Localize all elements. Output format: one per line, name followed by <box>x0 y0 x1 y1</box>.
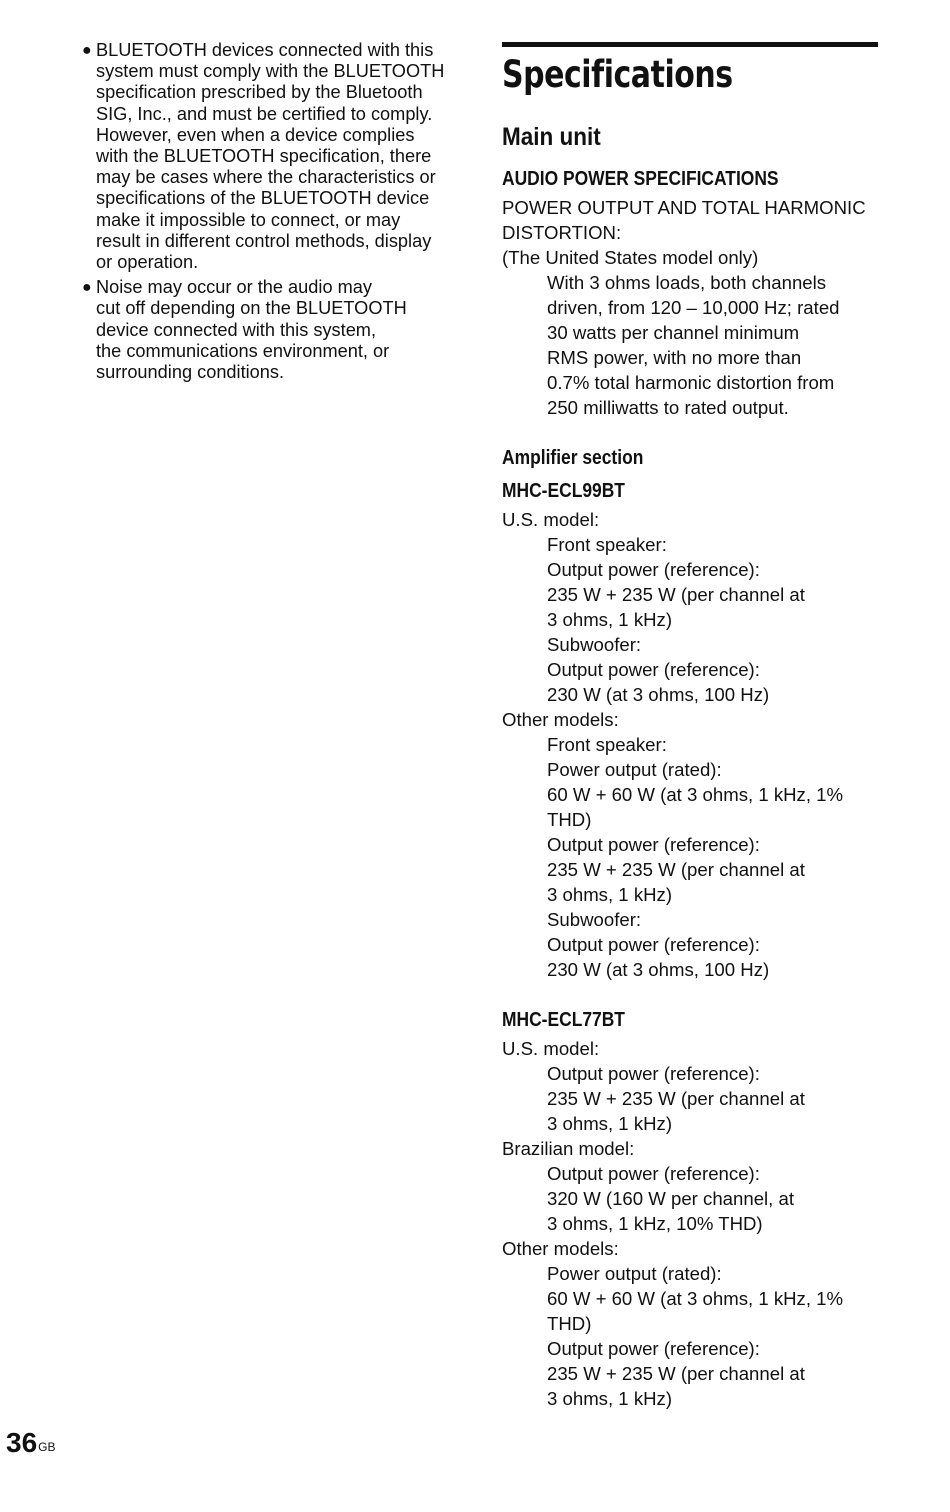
spec-line: Subwoofer: <box>547 909 642 930</box>
section-title: Main unit <box>502 123 601 151</box>
spec-line: Brazilian model: <box>502 1138 635 1159</box>
spec-line: 60 W + 60 W (at 3 ohms, 1 kHz, 1% <box>547 1288 844 1309</box>
bullet-text-line: BLUETOOTH devices connected with this <box>96 40 434 60</box>
spec-line: 3 ohms, 1 kHz) <box>547 1388 673 1409</box>
page-number-suffix: GB <box>38 1440 56 1454</box>
spec-line: THD) <box>547 1313 592 1334</box>
bullet-icon: ● <box>82 42 92 59</box>
spec-line: Front speaker: <box>547 734 667 755</box>
spec-line: driven, from 120 – 10,000 Hz; rated <box>547 297 840 318</box>
spec-line: 235 W + 235 W (per channel at <box>547 1088 805 1109</box>
audio-heading: AUDIO POWER SPECIFICATIONS <box>502 167 779 190</box>
spec-line: 250 milliwatts to rated output. <box>547 397 789 418</box>
model-heading: MHC-ECL77BT <box>502 1008 625 1031</box>
spec-line: Power output (rated): <box>547 1263 722 1284</box>
spec-line: Output power (reference): <box>547 1063 760 1084</box>
spec-line: Power output (rated): <box>547 759 722 780</box>
spec-line: (The United States model only) <box>502 247 759 268</box>
page-number-value: 36 <box>6 1427 38 1458</box>
bullet-text-line: with the BLUETOOTH specification, there <box>96 146 432 167</box>
spec-line: Other models: <box>502 1238 619 1259</box>
spec-line: 230 W (at 3 ohms, 100 Hz) <box>547 959 770 980</box>
spec-line: 235 W + 235 W (per channel at <box>547 1363 805 1384</box>
amplifier-heading: Amplifier section <box>502 446 644 469</box>
spec-line: Front speaker: <box>547 534 667 555</box>
spec-line: Output power (reference): <box>547 934 760 955</box>
spec-line: 3 ohms, 1 kHz) <box>547 609 673 630</box>
bluetooth-notes <box>82 40 462 387</box>
spec-line: 30 watts per channel minimum <box>547 322 800 343</box>
bullet-text-line: specifications of the BLUETOOTH device <box>96 188 430 209</box>
bullet-item <box>82 40 462 273</box>
spec-line: Output power (reference): <box>547 559 760 580</box>
bullet-text-line: device connected with this system, <box>96 319 377 340</box>
spec-line: Output power (reference): <box>547 834 760 855</box>
bullet-text-line: or operation. <box>96 252 199 273</box>
model-heading: MHC-ECL99BT <box>502 479 625 502</box>
title-rule <box>502 42 878 47</box>
spec-line: Other models: <box>502 709 619 730</box>
spec-line: Subwoofer: <box>547 634 642 655</box>
spec-line: 230 W (at 3 ohms, 100 Hz) <box>547 684 770 705</box>
bullet-item <box>82 277 462 383</box>
bullet-text-line: cut off depending on the BLUETOOTH <box>96 298 407 319</box>
spec-line: U.S. model: <box>502 509 600 530</box>
spec-line: U.S. model: <box>502 1038 600 1059</box>
bullet-text-line: SIG, Inc., and must be certified to comply. <box>96 103 433 124</box>
bullet-icon: ● <box>82 279 92 297</box>
spec-line: 3 ohms, 1 kHz) <box>547 1113 673 1134</box>
bullet-list <box>82 40 462 383</box>
page-title: Specifications <box>502 53 733 96</box>
spec-line: 235 W + 235 W (per channel at <box>547 584 805 605</box>
model-spec-list <box>502 1036 878 1411</box>
bullet-text-line: specification prescribed by the Bluetooth <box>96 82 423 103</box>
spec-line: 235 W + 235 W (per channel at <box>547 859 805 880</box>
spec-line: RMS power, with no more than <box>547 347 802 368</box>
spec-line: Output power (reference): <box>547 1338 760 1359</box>
spec-line: 3 ohms, 1 kHz, 10% THD) <box>547 1213 763 1234</box>
bullet-text-line: the communications environment, or <box>96 340 390 361</box>
model-spec-list <box>502 507 878 982</box>
spec-line: 320 W (160 W per channel, at <box>547 1188 795 1209</box>
bullet-text-line: Noise may occur or the audio may <box>96 277 372 298</box>
spec-line: 0.7% total harmonic distortion from <box>547 372 835 393</box>
bullet-text-line: surrounding conditions. <box>96 362 285 383</box>
bullet-text-line: make it impossible to connect, or may <box>96 209 401 230</box>
spec-line: Output power (reference): <box>547 659 760 680</box>
bullet-text-line: system must comply with the BLUETOOTH <box>96 61 445 82</box>
bullet-text-line: However, even when a device complies <box>96 124 415 145</box>
bullet-text-line: result in different control methods, display <box>96 230 432 251</box>
spec-line: DISTORTION: <box>502 222 622 243</box>
spec-line: THD) <box>547 809 592 830</box>
audio-spec-text <box>502 195 878 420</box>
page-number <box>6 1426 56 1460</box>
specifications-section <box>502 42 878 1411</box>
bullet-text-line: may be cases where the characteristics or <box>96 167 436 188</box>
spec-line: With 3 ohms loads, both channels <box>547 272 827 293</box>
spec-line: Output power (reference): <box>547 1163 760 1184</box>
spec-line: POWER OUTPUT AND TOTAL HARMONIC <box>502 197 866 218</box>
spec-line: 60 W + 60 W (at 3 ohms, 1 kHz, 1% <box>547 784 844 805</box>
spec-line: 3 ohms, 1 kHz) <box>547 884 673 905</box>
